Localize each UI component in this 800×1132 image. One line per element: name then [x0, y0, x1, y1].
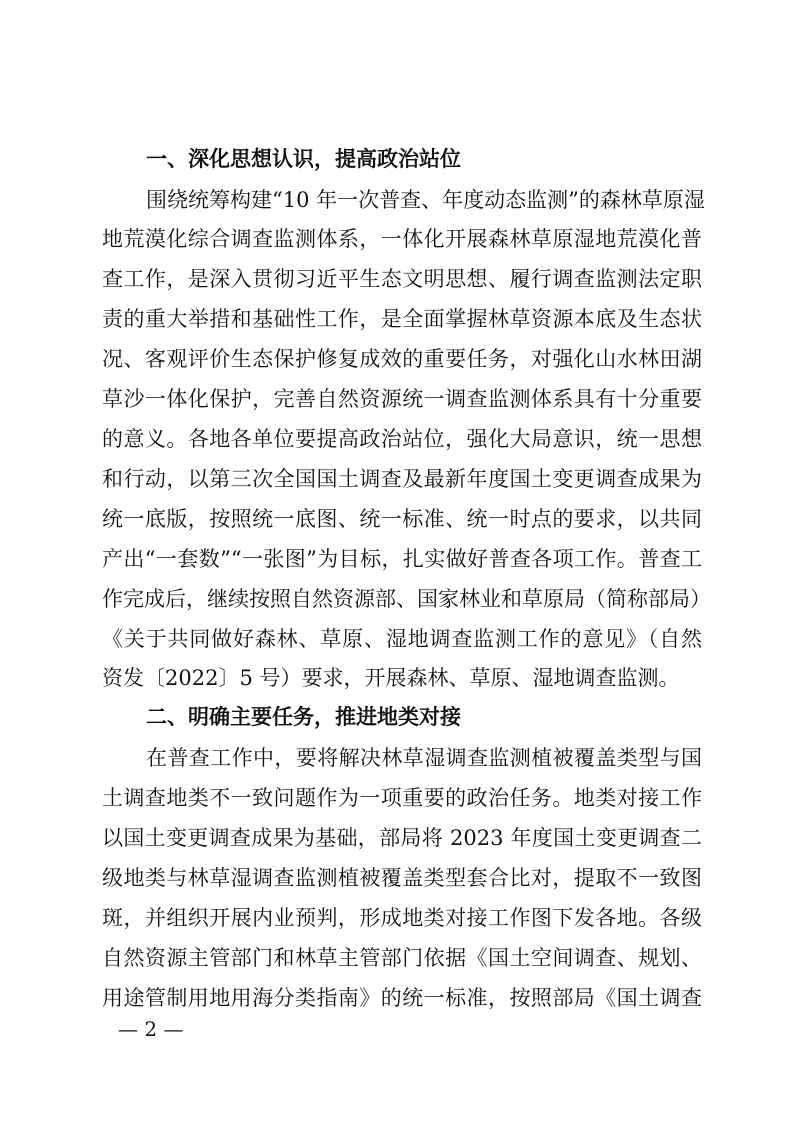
paragraph-line: 责的重大举措和基础性工作，是全面掌握林草资源本底及生态状	[102, 307, 702, 331]
paragraph-line: 在普查工作中，要将解决林草湿调查监测植被覆盖类型与国	[146, 746, 702, 770]
paragraph-line: 斑，并组织开展内业预判，形成地类对接工作图下发各地。各级	[102, 906, 702, 930]
section-heading-1: 一、深化思想认识，提高政治站位	[146, 147, 461, 171]
paragraph-line: 草沙一体化保护，完善自然资源统一调查监测体系具有十分重要	[102, 387, 702, 411]
paragraph-line: 土调查地类不一致问题作为一项重要的政治任务。地类对接工作	[102, 786, 702, 810]
paragraph-line: 查工作，是深入贯彻习近平生态文明思想、履行调查监测法定职	[102, 267, 702, 291]
page-number: — 2 —	[118, 1017, 184, 1041]
paragraph-line: 的意义。各地各单位要提高政治站位，强化大局意识，统一思想	[102, 427, 702, 451]
paragraph-line: 《关于共同做好森林、草原、湿地调查监测工作的意见》（自然	[102, 627, 702, 651]
paragraph-line: 用途管制用地用海分类指南》的统一标准，按照部局《国土调查	[102, 986, 702, 1010]
paragraph-line: 统一底版，按照统一底图、统一标准、统一时点的要求，以共同	[102, 507, 702, 531]
paragraph-line: 和行动，以第三次全国国土调查及最新年度国土变更调查成果为	[102, 467, 702, 491]
section-heading-2: 二、明确主要任务，推进地类对接	[146, 705, 461, 729]
paragraph-line: 自然资源主管部门和林草主管部门依据《国土空间调查、规划、	[102, 946, 702, 970]
paragraph-line: 围绕统筹构建“10 年一次普查、年度动态监测”的森林草原湿	[146, 188, 705, 212]
paragraph-line: 地荒漠化综合调查监测体系，一体化开展森林草原湿地荒漠化普	[102, 227, 702, 251]
paragraph-line: 以国土变更调查成果为基础，部局将 2023 年度国土变更调查二	[102, 826, 702, 850]
paragraph-line: 资发〔2022〕5 号）要求，开展森林、草原、湿地调查监测。	[102, 666, 680, 690]
paragraph-line: 级地类与林草湿调查监测植被覆盖类型套合比对，提取不一致图	[102, 866, 702, 890]
paragraph-line: 作完成后，继续按照自然资源部、国家林业和草原局（简称部局）	[102, 587, 711, 611]
paragraph-line: 产出“一套数”“一张图”为目标，扎实做好普查各项工作。普查工	[102, 547, 702, 571]
paragraph-line: 况、客观评价生态保护修复成效的重要任务，对强化山水林田湖	[102, 347, 702, 371]
